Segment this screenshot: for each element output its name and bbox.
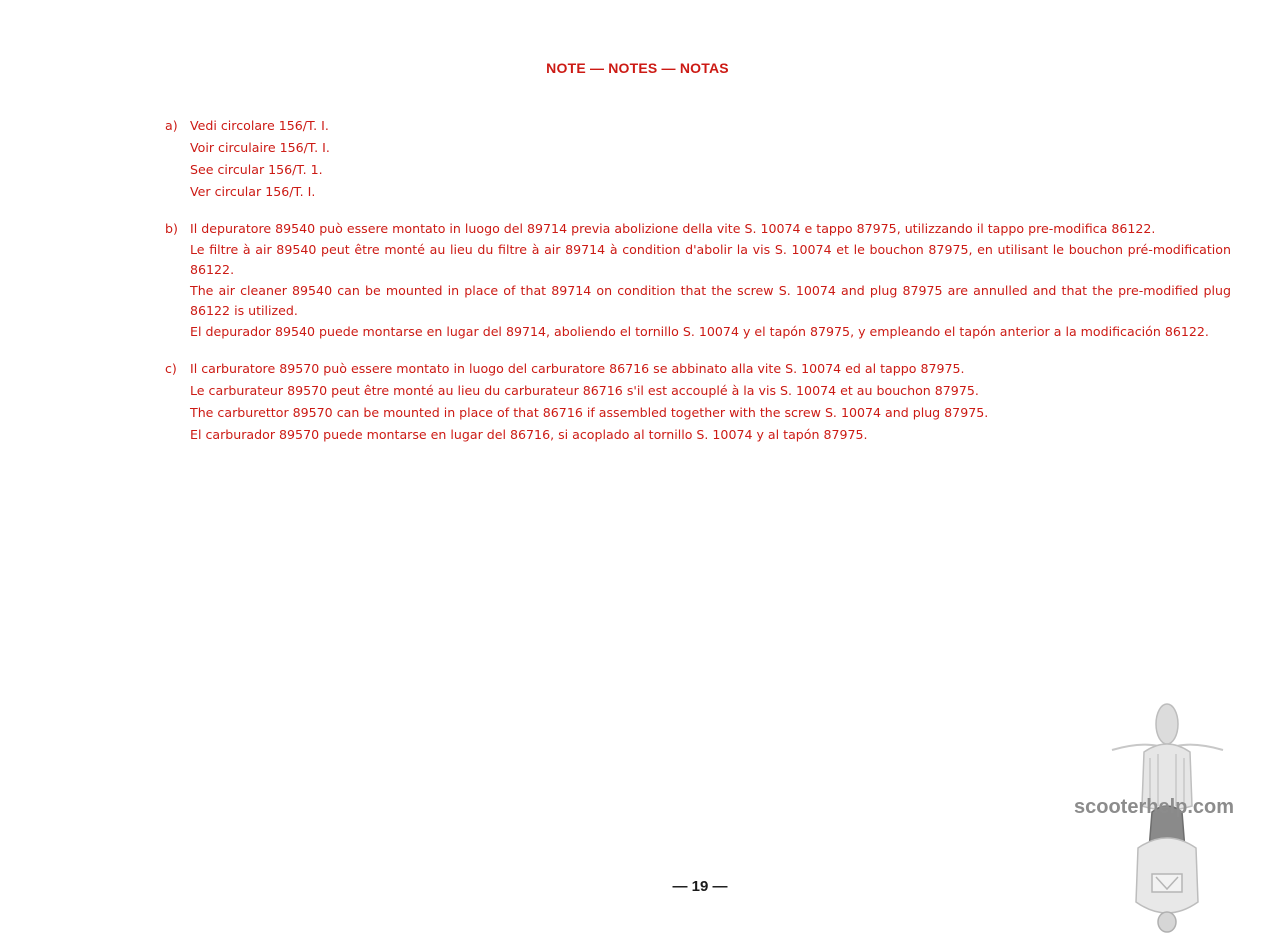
note-a-spanish: Ver circular 156/T. I. bbox=[190, 184, 316, 199]
note-a-french: Voir circulaire 156/T. I. bbox=[190, 140, 330, 155]
note-marker: c) bbox=[165, 361, 177, 376]
page-number: — 19 — bbox=[672, 878, 728, 895]
note-c-english: The carburettor 89570 can be mounted in place of that 86716 if assembled together with the screw S. 10074 and plug 87975. bbox=[190, 405, 989, 420]
note-b bbox=[165, 219, 1231, 342]
note-marker: a) bbox=[165, 118, 178, 133]
note-c-french: Le carburateur 89570 peut être monté au lieu du carburateur 86716 s'il est accouplé à la vis S. 10074 et au bouchon 87975. bbox=[190, 383, 979, 398]
note-c bbox=[165, 358, 1231, 446]
watermark-text: scooterhelp.com bbox=[1074, 796, 1235, 818]
note-a-english: See circular 156/T. 1. bbox=[190, 162, 323, 177]
note-c-spanish: El carburador 89570 puede montarse en lugar del 86716, si acoplado al tornillo S. 10074 y al tapón 87975. bbox=[190, 427, 868, 442]
notes-list bbox=[165, 115, 1231, 446]
note-b-italian: Il depuratore 89540 può essere montato in luogo del 89714 previa abolizione della vite S. 10074 e tappo 87975, utilizzando il tappo pre-modifica 86122. bbox=[190, 221, 1156, 236]
note-b-spanish: El depurador 89540 puede montarse en lugar del 89714, aboliendo el tornillo S. 10074 y el tapón 87975, y empleando el tapón anterior a la modificación 86122. bbox=[190, 324, 1209, 339]
page-title: NOTE — NOTES — NOTAS bbox=[546, 60, 729, 76]
note-a-italian: Vedi circolare 156/T. I. bbox=[190, 118, 329, 133]
note-marker: b) bbox=[165, 221, 178, 236]
note-a bbox=[165, 115, 1231, 203]
note-b-french: Le filtre à air 89540 peut être monté au lieu du filtre à air 89714 à condition d'abolir la vis S. 10074 et le bouchon 87975, en utilisant le bouchon pré-modification 86122. bbox=[190, 242, 1231, 277]
note-b-english: The air cleaner 89540 can be mounted in place of that 89714 on condition that the screw S. 10074 and plug 87975 are annulled and that the pre-modified plug 86122 is utilized. bbox=[190, 283, 1231, 318]
note-c-italian: Il carburatore 89570 può essere montato in luogo del carburatore 86716 se abbinato alla vite S. 10074 ed al tappo 87975. bbox=[190, 361, 965, 376]
